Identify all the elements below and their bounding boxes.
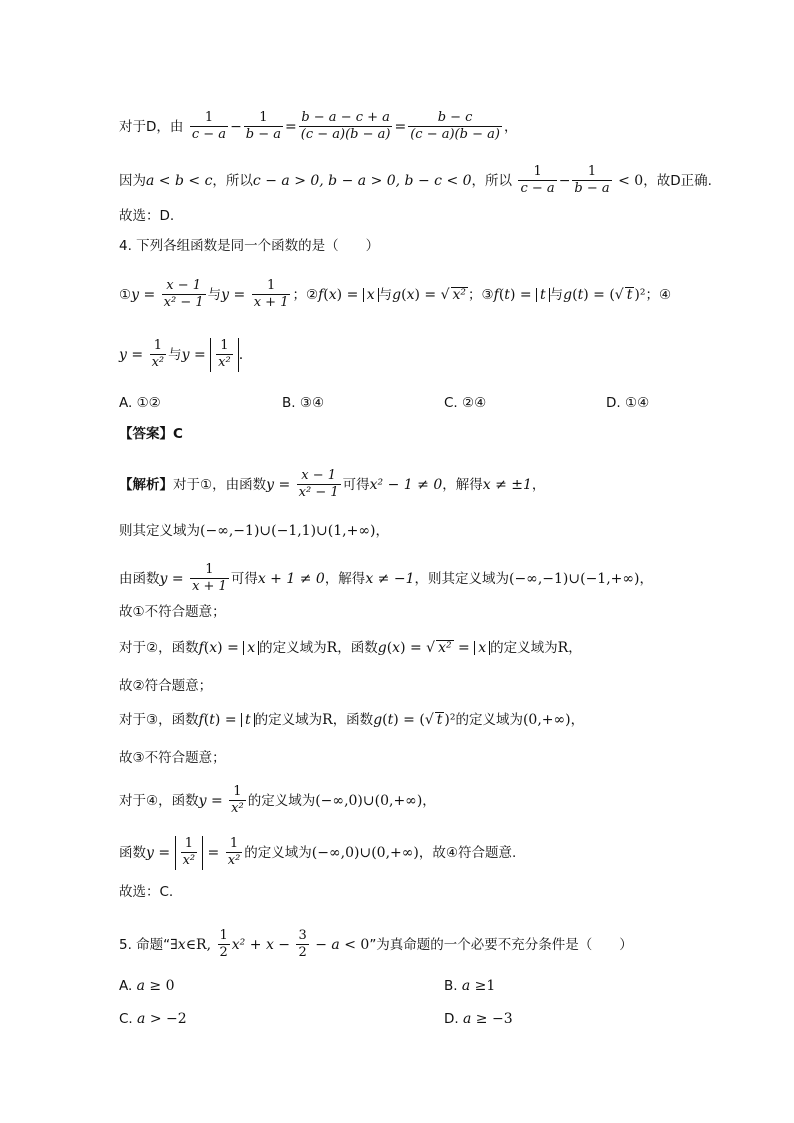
question-5-stem: 5. 命题“∃x∈R, $\frac{1}{2}$ x² + x − $\frac{3}{2}$ − a < 0”为真命题的一个必要不充分条件是（ ） [119,928,633,961]
line-d-reason: 因为a < b < c，所以c − a > 0, b − a > 0, b − c < 0，所以 $\frac{1}{c - a}$ − $\frac{1}{b - a}$ < 0，故D正确. [119,164,712,197]
q4-option-d[interactable]: D. ①④ [606,395,650,411]
line-d-derivation: 对于D，由 $\frac{1}{c - a}$ − $\frac{1}{b - a}$ = $\frac{b - a - c + a}{(c - a)(b - a)}$ = $\frac{b - c}{(c - a)(b - a)}$ ， [119,110,518,143]
solution-line-3: 由函数y = $\frac{1}{x + 1}$ 可得x + 1 ≠ 0，解得x ≠ −1，则其定义域为(−∞,−1)∪(−1,+∞)， [119,562,654,595]
q5-option-b[interactable]: B. a ≥1 [444,978,496,994]
q4-option-c[interactable]: C. ②④ [444,395,487,411]
solution-line-11: 故选：C. [119,884,174,900]
solution-line-10: 函数y = $\frac{1}{\text{x²}}$ = $\frac{1}{\text{x²}}$ 的定义域为(−∞,0)∪(0,+∞)，故④符合题意. [119,836,517,869]
solution-line-4: 故①不符合题意； [119,604,226,620]
question-4-groups-1: ①y = $\frac{x - 1}{\text{x² − 1}}$ 与y = $\frac{1}{x + 1}$ ；②f(x) = x 与g(x) = √ x² ；③f(t) = t 与g(t) = (√ t )²；④ [119,278,672,311]
q4-option-a[interactable]: A. ①② [119,395,161,411]
answer-label: 【答案】C [119,426,183,442]
solution-line-6: 故②符合题意； [119,678,213,694]
q5-option-c[interactable]: C. a > −2 [119,1011,187,1027]
solution-line-7: 对于③，函数f(t) = t 的定义域为R，函数g(t) = (√ t )²的定义域为(0,+∞)， [119,712,585,728]
solution-line-5: 对于②，函数f(x) = x 的定义域为R，函数g(x) = √ x² = x 的定义域为R， [119,640,582,656]
q5-option-a[interactable]: A. a ≥ 0 [119,978,175,994]
solution-line-2: 则其定义域为(−∞,−1)∪(−1,1)∪(1,+∞)， [119,523,389,539]
solution-line-1: 【解析】对于①，由函数y = $\frac{x - 1}{\text{x² − 1}}$ 可得x² − 1 ≠ 0，解得x ≠ ±1， [119,468,546,501]
question-4-stem: 4. 下列各组函数是同一个函数的是（ ） [119,238,380,254]
question-4-groups-2: y = $\frac{1}{\text{x²}}$ 与y = $\frac{1}{\text{x²}}$ . [119,338,244,371]
solution-line-9: 对于④，函数y = $\frac{1}{\text{x²}}$ 的定义域为(−∞,0)∪(0,+∞)， [119,784,436,817]
q4-option-b[interactable]: B. ③④ [282,395,325,411]
line-choose-d: 故选：D. [119,208,175,224]
q5-option-d[interactable]: D. a ≥ −3 [444,1011,513,1027]
solution-line-8: 故③不符合题意； [119,750,226,766]
